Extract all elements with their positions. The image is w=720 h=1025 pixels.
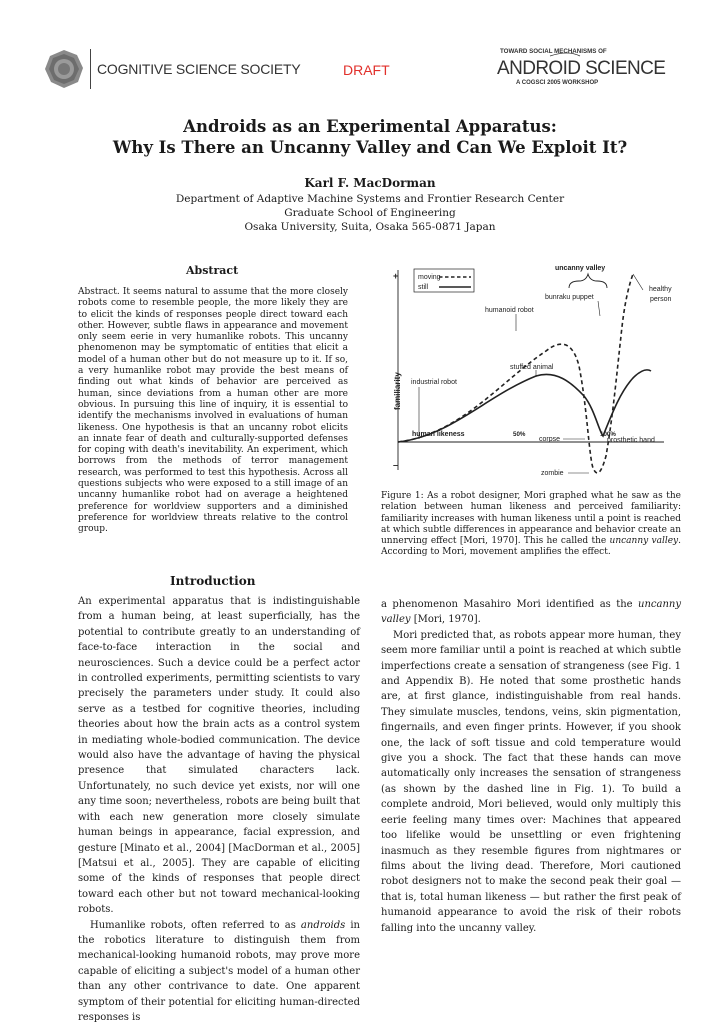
right-paragraph-1 [381,597,681,628]
y-axis-label: familiarity [393,372,402,410]
r1-text: a phenomenon Masahiro Mori identified as the [381,599,639,610]
title-line2: Why Is There an Uncanny Valley and Can We Exploit It? [112,138,628,157]
right-column [381,597,681,936]
workshop-line2: ANDROID SCIENCE [497,58,666,79]
paper-title [0,116,720,158]
draft-mark: DRAFT [343,62,390,78]
right-paragraph-2: Mori predicted that, as robots appear more human, they seem more familiar until a point is reached at which subtle imperfections create a sensation of strangeness (see Fig. 1 and Appendix B). He noted that some prosthetic hands are, at first glance, indistinguishable from real hands. They simulate muscles, tendons, veins, skin pigmentation, fingernails, and even finger prints. However, if you shook one, the lack of soft tissue and cold temperature would give you a shock. The fact that these hands can move automatically only increases the sensation of strangeness (as shown by the dashed line in Fig. 1). To build a complete android, Mori believed, would only multiply this eerie feeling many times over: Machines that appeared too lifelike would be unsettling or even frightening inasmuch as they resemble figures from nightmares or films about the living dead. Therefore, Mori cautioned robot designers not to make the second peak their goal — that is, total human likeness — but rather the first peak of humanoid appearance to avoid the risk of their robots falling into the uncanny valley. [381,629,681,934]
society-seal-icon [44,49,84,89]
abstract-text: Abstract. It seems natural to assume that the more closely robots come to resemble people, the more likely they are to elicit the kinds of responses people direct toward each other. However, subtle flaws in appearance and movement only seem eerie in very humanlike robots. This uncanny phenomenon may be symptomatic of entities that elicit a model of a human other but do not measure up to it. If so, a very humanlike robot may provide the best means of finding out what kinds of behavior are perceived as human, since deviations from a human other are more obvious. In pursuing this line of inquiry, it is essential to identify the mechanisms involved in evaluations of human likeness. One hypothesis is that an uncanny robot elicits an innate fear of death and culturally-supported defenses for coping with death's inevitability. An experiment, which borrows from the methods of terror management research, was performed to test this hypothesis. Across all questions subjects who were exposed to a still image of an uncanny humanlike robot had on average a heightened preference for worldview supporters and a diminished preference for worldview threats relative to the control group. [78,287,348,535]
tick-50: 50% [513,431,526,438]
header-divider [90,49,91,89]
intro-paragraph-1: An experimental apparatus that is indistinguishable from a human being, at least superficially, has the potential to contribute greatly to an understanding of face-to-face interaction in the social and neurosciences. Such a device could be a perfect actor in controlled experiments, permitting scientists to vary precisely the parameters under study. It could also serve as a testbed for cognitive theories, including theories about how the brain acts as a control system in mediating whole-bodied communication. The device would also have the advantage of having the physical presence that simulated characters lack. Unfortunately, no such device yet exists, nor will one any time soon; nevertheless, robots are being built that with each new generation more closely simulate human beings in appearance, facial expression, and gesture [Minato et al., 2004] [MacDorman et al., 2005] [Matsui et al., 2005]. They are capable of eliciting some of the kinds of responses that people direct toward each other but not toward mechanical-looking robots. [78,596,360,916]
intro-heading: Introduction [170,574,256,588]
legend-moving: moving [418,274,441,281]
label-prosthetic: prosthetic hand [607,437,655,444]
affiliation-line3: Osaka University, Suita, Osaka 565-0871 Japan [244,221,496,233]
label-bunraku: bunraku puppet [545,294,594,301]
workshop-logo [480,44,680,94]
figure-caption [381,491,681,559]
label-uncanny-valley: uncanny valley [555,265,606,272]
label-humanoid: humanoid robot [485,307,534,314]
x-axis-label: human likeness [412,431,465,438]
abstract-body [78,287,348,536]
workshop-line1: TOWARD SOCIAL MECHANISMS OF [500,48,607,55]
r1-text-end: [Mori, 1970]. [410,614,481,626]
left-column [78,594,360,1025]
p2-text: Humanlike robots, often referred to as [90,919,301,931]
healthy-leader [633,274,643,290]
label-person: person [650,296,672,303]
caption-emphasis: uncanny valley [609,536,679,547]
label-zombie: zombie [541,470,564,477]
title-line1: Androids as an Experimental Apparatus: [183,117,557,136]
bunraku-leader [598,301,600,316]
label-industrial: industrial robot [411,379,457,386]
y-minus-label: – [393,460,399,470]
tick-100: 100% [600,431,616,438]
affiliation-line1: Department of Adaptive Machine Systems and Frontier Research Center [175,193,565,205]
p2-text-end: in the robotics literature to distinguish them from mechanical-looking humanoid robots, may prove more capable of eliciting a subject's model of a human other than any other contrivance to date. One apparent symptom of their potential for eliciting human-directed responses is [78,919,360,1023]
y-plus-label: + [393,271,399,281]
caption-text: Figure 1: As a robot designer, Mori graphed what he saw as the relation between human likeness and perceived familiarity: familiarity increases with human likeness until a point is reached at which subtle differences in appearance and behavior create an unnerving effect [Mori, 1970]. This he called the [381,491,681,547]
valley-brace-icon [569,274,607,288]
society-header [44,46,300,92]
author-name: Karl F. MacDorman [304,176,436,190]
uncanny-valley-figure [381,256,681,488]
moving-curve [398,274,633,473]
abstract-heading: Abstract [186,264,239,277]
label-corpse: corpse [539,436,561,443]
legend-still: still [418,284,429,291]
society-name: COGNITIVE SCIENCE SOCIETY [97,61,301,77]
r1-emphasis: uncanny valley [381,599,681,626]
affiliation-line2: Graduate School of Engineering [284,207,456,219]
caption-text-end: . According to Mori, movement amplifies the effect. [381,536,682,558]
label-healthy: healthy [649,286,672,293]
workshop-line3: A COGSCI 2005 WORKSHOP [516,80,599,86]
label-stuffed: stuffed animal [510,364,554,371]
intro-paragraph-2 [78,918,360,1025]
p2-emphasis: androids [300,919,346,931]
